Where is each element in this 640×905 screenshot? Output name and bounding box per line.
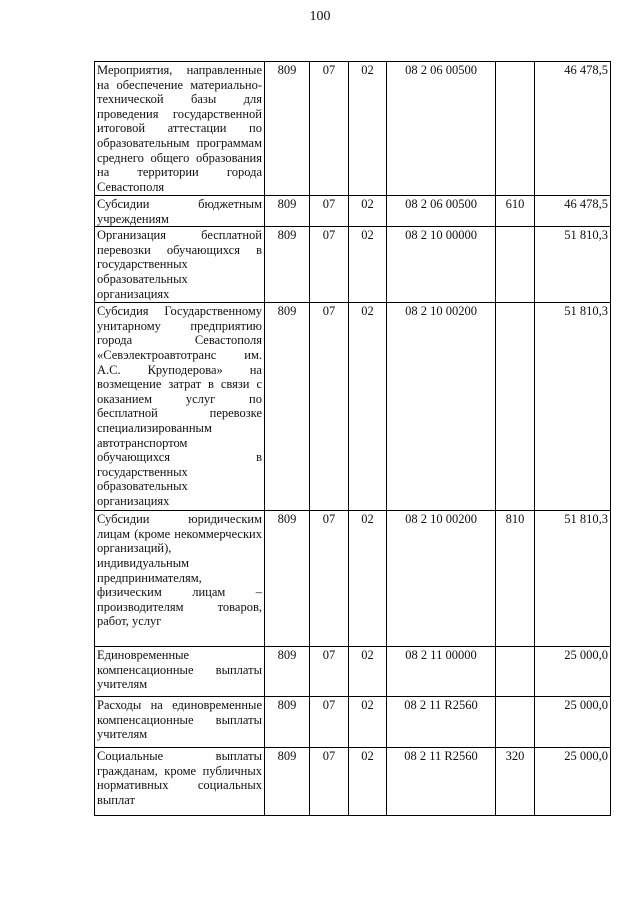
table-row [95, 748, 611, 816]
row-subsection: 02 [349, 511, 387, 647]
row-amount: 51 810,3 [535, 227, 611, 303]
row-name: Субсидии юридическим лицам (кроме некоммерческих организаций), индивидуальным предпринимателям, физическим лицам – производителям товаров, работ, услуг [95, 511, 265, 647]
row-amount: 25 000,0 [535, 647, 611, 697]
row-name: Субсидия Государственному унитарному предприятию города Севастополя «Севэлектроавтотранс им. А.С. Круподерова» на возмещение затрат в связи с оказанием услуг по бесплатной перевозке специализированным автотранспортом обучающихся в государственных образовательных организациях [95, 303, 265, 511]
row-expense-type [496, 227, 535, 303]
row-name: Субсидии бюджетным учреждениям [95, 196, 265, 227]
page-number: 100 [309, 9, 331, 24]
row-amount: 25 000,0 [535, 697, 611, 748]
row-amount: 51 810,3 [535, 303, 611, 511]
row-target-article: 08 2 06 00500 [387, 62, 496, 196]
row-section: 07 [310, 196, 349, 227]
row-expense-type [496, 697, 535, 748]
row-expense-type: 320 [496, 748, 535, 816]
row-ministry: 809 [265, 227, 310, 303]
row-ministry: 809 [265, 647, 310, 697]
row-subsection: 02 [349, 196, 387, 227]
table-row [95, 196, 611, 227]
row-name: Мероприятия, направленные на обеспечение материально-технической базы для проведения государственной итоговой аттестации по образовательным программам среднего общего образования на территории города Севастополя [95, 62, 265, 196]
row-expense-type [496, 647, 535, 697]
row-expense-type: 610 [496, 196, 535, 227]
row-section: 07 [310, 511, 349, 647]
row-subsection: 02 [349, 303, 387, 511]
table-row [95, 62, 611, 196]
table-row [95, 303, 611, 511]
row-name: Организация бесплатной перевозки обучающихся в государственных образовательных организациях [95, 227, 265, 303]
row-ministry: 809 [265, 511, 310, 647]
row-target-article: 08 2 10 00000 [387, 227, 496, 303]
row-amount: 25 000,0 [535, 748, 611, 816]
row-amount: 51 810,3 [535, 511, 611, 647]
row-subsection: 02 [349, 647, 387, 697]
row-ministry: 809 [265, 196, 310, 227]
row-amount: 46 478,5 [535, 62, 611, 196]
row-name: Единовременные компенсационные выплаты учителям [95, 647, 265, 697]
row-section: 07 [310, 748, 349, 816]
row-target-article: 08 2 10 00200 [387, 511, 496, 647]
row-name: Расходы на единовременные компенсационные выплаты учителям [95, 697, 265, 748]
row-amount: 46 478,5 [535, 196, 611, 227]
table-row [95, 227, 611, 303]
row-subsection: 02 [349, 748, 387, 816]
row-section: 07 [310, 697, 349, 748]
row-name: Социальные выплаты гражданам, кроме публичных нормативных социальных выплат [95, 748, 265, 816]
row-target-article: 08 2 10 00200 [387, 303, 496, 511]
table-row [95, 511, 611, 647]
row-subsection: 02 [349, 697, 387, 748]
row-expense-type [496, 62, 535, 196]
row-section: 07 [310, 227, 349, 303]
row-target-article: 08 2 11 00000 [387, 647, 496, 697]
row-section: 07 [310, 647, 349, 697]
row-target-article: 08 2 06 00500 [387, 196, 496, 227]
row-section: 07 [310, 303, 349, 511]
row-ministry: 809 [265, 303, 310, 511]
row-ministry: 809 [265, 62, 310, 196]
row-expense-type [496, 303, 535, 511]
row-expense-type: 810 [496, 511, 535, 647]
table-row [95, 697, 611, 748]
budget-table [94, 61, 611, 816]
row-subsection: 02 [349, 62, 387, 196]
row-section: 07 [310, 62, 349, 196]
row-ministry: 809 [265, 697, 310, 748]
row-ministry: 809 [265, 748, 310, 816]
table-row [95, 647, 611, 697]
row-subsection: 02 [349, 227, 387, 303]
row-target-article: 08 2 11 R2560 [387, 697, 496, 748]
row-target-article: 08 2 11 R2560 [387, 748, 496, 816]
